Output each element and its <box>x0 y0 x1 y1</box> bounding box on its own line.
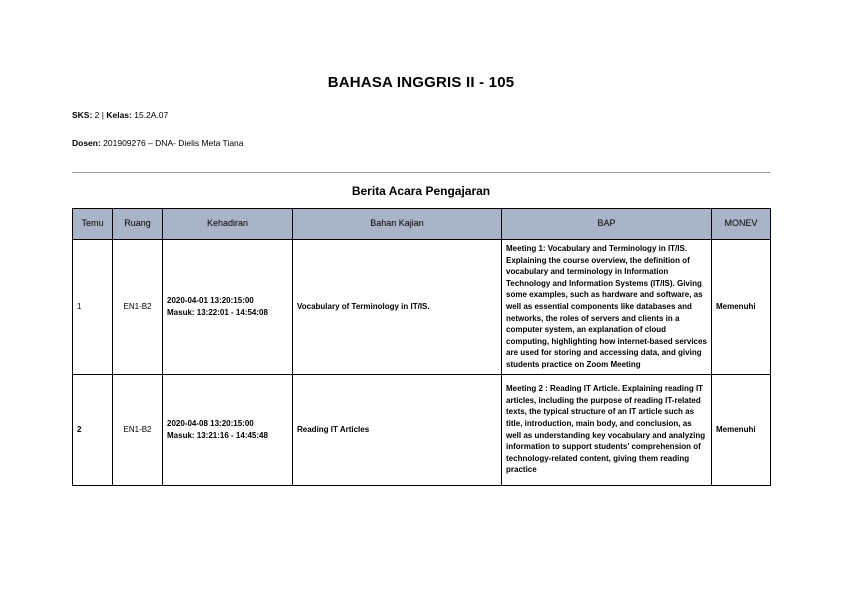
bap-table <box>72 208 771 486</box>
cell-monev: Memenuhi <box>712 374 771 485</box>
cell-bap: Meeting 2 : Reading IT Article. Explaining reading IT articles, including the purpose of reading IT-related texts, the typical structure of an IT article such as title, introduction, main body, and conclusion, as well as understanding key vocabulary and analyzing information to support students' comprehension of technology-related content, giving them reading practice <box>502 374 712 485</box>
header-temu: Temu <box>73 209 113 240</box>
cell-ruang: EN1-B2 <box>113 374 163 485</box>
cell-bahan-kajian: Reading IT Articles <box>293 374 502 485</box>
divider <box>72 172 770 173</box>
course-meta-dosen <box>72 138 244 148</box>
cell-bap: Meeting 1: Vocabulary and Terminology in IT/IS. Explaining the course overview, the definition of vocabulary and terminology in Information Technology and Information Systems (IT/IS). Giving some examples, such as hardware and software, as well as essential components like databases and networks, the roles of servers and clients in a computer system, an explanation of cloud computing, highlighting how internet-based services are used for storing and accessing data, and giving students practice on Zoom Meeting <box>502 240 712 375</box>
header-bap: BAP <box>502 209 712 240</box>
course-meta-sks-kelas <box>72 110 168 120</box>
cell-bahan-kajian: Vocabulary of Terminology in IT/IS. <box>293 240 502 375</box>
table-row <box>73 240 771 375</box>
cell-kehadiran <box>163 374 293 485</box>
page-title: BAHASA INGGRIS II - 105 <box>327 74 515 91</box>
header-kehadiran: Kehadiran <box>163 209 293 240</box>
cell-ruang: EN1-B2 <box>113 240 163 375</box>
header-ruang: Ruang <box>113 209 163 240</box>
kehadiran-schedule: 2020-04-01 13:20:15:00 <box>167 296 254 306</box>
header-bahan-kajian: Bahan Kajian <box>293 209 502 240</box>
kelas-value: 15.2A.07 <box>131 110 169 120</box>
kelas-label: Kelas: <box>106 110 132 120</box>
section-title: Berita Acara Pengajaran <box>351 184 491 198</box>
table-header-row <box>73 209 771 240</box>
kehadiran-schedule: 2020-04-08 13:20:15:00 <box>167 418 254 428</box>
cell-temu: 1 <box>73 240 113 375</box>
cell-kehadiran <box>163 240 293 375</box>
sks-label: SKS: <box>72 110 93 120</box>
sks-value: 2 | <box>92 110 107 120</box>
header-monev: MONEV <box>712 209 771 240</box>
dosen-label: Dosen: <box>72 138 101 148</box>
table-row <box>73 374 771 485</box>
kehadiran-masuk: Masuk: 13:22:01 - 14:54:08 <box>167 307 268 317</box>
dosen-value: 201909276 – DNA- Dielis Meta Tiana <box>100 138 244 148</box>
cell-temu: 2 <box>73 374 113 485</box>
kehadiran-masuk: Masuk: 13:21:16 - 14:45:48 <box>167 430 268 440</box>
cell-monev: Memenuhi <box>712 240 771 375</box>
